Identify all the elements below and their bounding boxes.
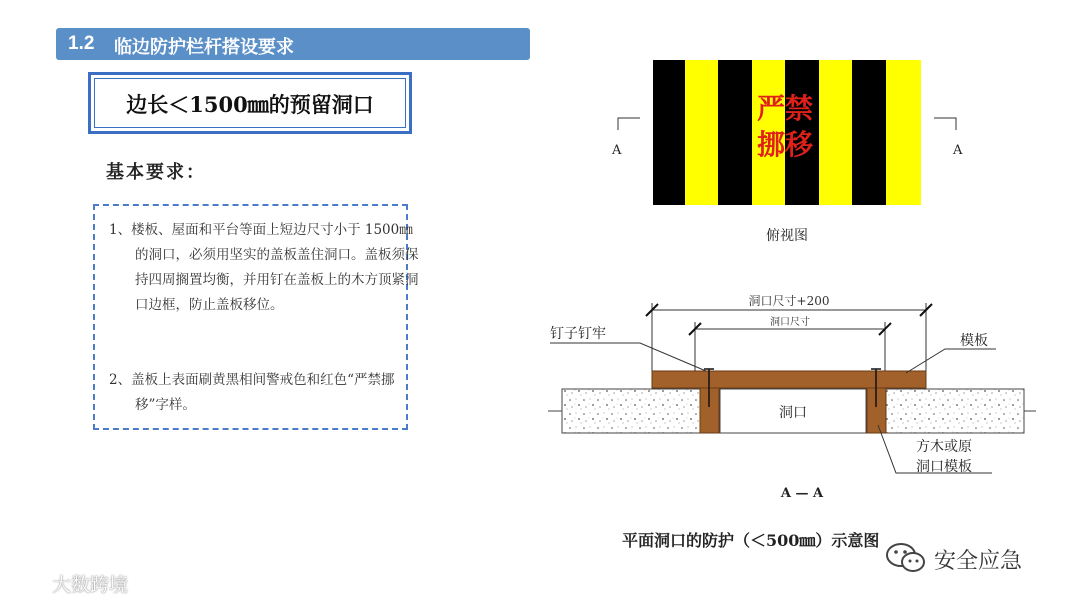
section-number: 1.2 <box>68 33 95 54</box>
title-box <box>88 72 412 134</box>
warning-text-line2: 挪移 <box>756 128 814 161</box>
cover-board <box>652 371 926 388</box>
section-mark-left-line <box>618 118 640 130</box>
wechat-icon <box>884 540 928 576</box>
yellow-stripe <box>685 60 718 205</box>
top-view-diagram <box>600 50 980 255</box>
nail-label: 钉子钉牢 <box>550 326 606 342</box>
warning-text-line1: 严禁 <box>756 92 814 125</box>
requirement-item-2: 2、盖板上表面刷黄黑相间警戒色和红色“严禁挪移”字样。 <box>109 372 395 413</box>
section-title: 临边防护栏杆搭设要求 <box>114 37 294 58</box>
concrete-slab-left <box>562 389 710 433</box>
wood-label-line1: 方木或原 <box>916 439 972 455</box>
figure-caption: 平面洞口的防护（＜500㎜）示意图 <box>622 531 880 550</box>
section-view-diagram <box>540 285 1040 510</box>
dim-inner-label: 洞口尺寸 <box>770 317 810 328</box>
yellow-stripe <box>886 60 921 205</box>
section-mark-right-line <box>934 118 956 130</box>
yellow-stripe <box>819 60 852 205</box>
section-mark-right: A <box>953 143 963 158</box>
wood-label-line2: 洞口模板 <box>916 459 972 475</box>
top-view-caption: 俯视图 <box>766 228 808 244</box>
requirements-box <box>93 204 419 430</box>
template-label: 模板 <box>960 333 988 349</box>
watermark-left: 大数跨境 <box>52 574 129 596</box>
hole-label: 洞口 <box>779 405 807 421</box>
requirement-item-1: 1、楼板、屋面和平台等面上短边尺寸小于 1500㎜ 的洞口，必须用坚实的盖板盖住洞口。盖板须保持四周搁置均衡，并用钉在盖板上的木方顶紧洞口边框，防止盖板移位。 <box>109 222 419 313</box>
section-caption: A — A <box>780 486 824 501</box>
requirements-heading: 基本要求： <box>106 162 206 183</box>
section-mark-left: A <box>612 143 622 158</box>
nail-leader-line <box>550 343 706 371</box>
concrete-slab-right <box>884 389 1024 433</box>
watermark-logo-icon <box>10 574 50 596</box>
watermark-right: 安全应急 <box>934 549 1023 574</box>
dim-outer-label: 洞口尺寸+200 <box>748 294 830 308</box>
title-text: 边长＜1500㎜的预留洞口 <box>126 92 374 117</box>
template-leader-line <box>906 349 996 373</box>
section-header-bar <box>56 28 530 60</box>
